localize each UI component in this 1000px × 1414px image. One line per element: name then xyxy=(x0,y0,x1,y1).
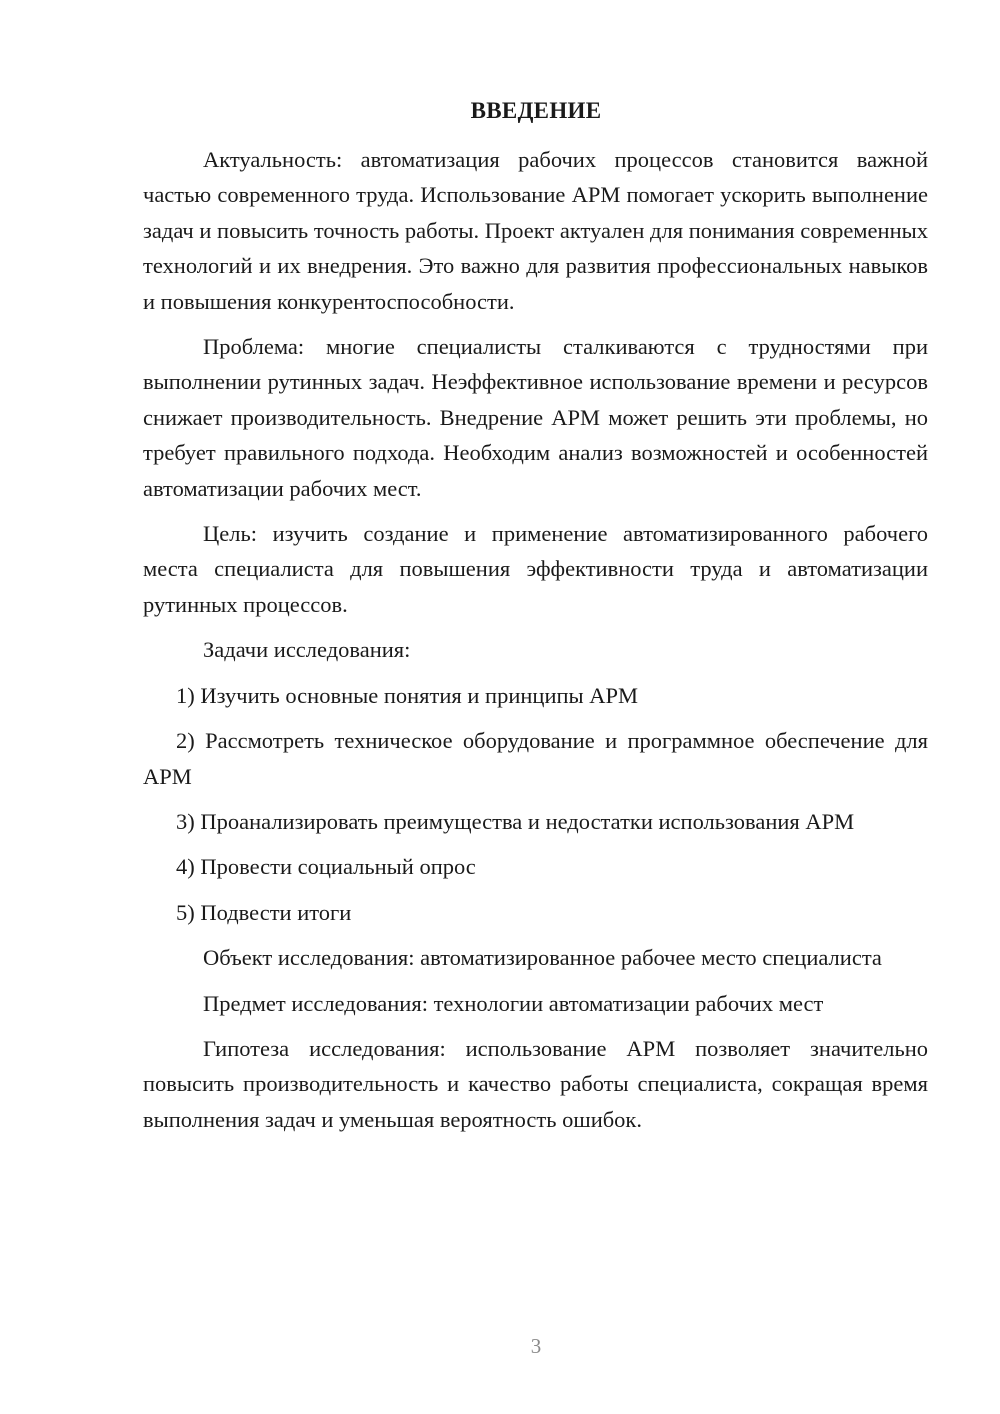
document-body xyxy=(143,142,928,1147)
object-paragraph: Объект исследования: автоматизированное рабочее место специалиста xyxy=(203,945,882,971)
task-item-2: 2) Рассмотреть техническое оборудование и программное обеспечение для АРМ xyxy=(143,728,928,789)
task-item-5: 5) Подвести итоги xyxy=(176,899,352,925)
tasks-heading: Задачи исследования: xyxy=(203,637,411,663)
problem-paragraph: Проблема: многие специалисты сталкиваются с трудностями при выполнении рутинных задач. Неэффективное использование времени и ресурсов снижает производительность. Внедрение АРМ может решить эти проблемы, но требует правильного подхода. Необходим анализ возможностей и особенностей автоматизации рабочих мест. xyxy=(143,334,928,501)
relevance-paragraph: Актуальность: автоматизация рабочих процессов становится важной частью современного труда. Использование АРМ помогает ускорить выполнение задач и повысить точность работы. Проект актуален для понимания современных технологий и их внедрения. Это важно для развития профессиональных навыков и повышения конкурентоспособности. xyxy=(143,147,928,314)
task-item-1: 1) Изучить основные понятия и принципы АРМ xyxy=(176,682,639,708)
subject-paragraph: Предмет исследования: технологии автоматизации рабочих мест xyxy=(203,990,824,1016)
goal-paragraph: Цель: изучить создание и применение автоматизированного рабочего места специалиста для повышения эффективности труда и автоматизации рутинных процессов. xyxy=(143,521,928,617)
hypothesis-paragraph: Гипотеза исследования: использование АРМ позволяет значительно повысить производительность и качество работы специалиста, сокращая время выполнения задач и уменьшая вероятность ошибок. xyxy=(143,1035,928,1132)
page-number: 3 xyxy=(530,1334,542,1358)
task-item-4: 4) Провести социальный опрос xyxy=(176,854,476,880)
page-title: ВВЕДЕНИЕ xyxy=(470,98,602,123)
task-item-3: 3) Проанализировать преимущества и недостатки использования АРМ xyxy=(176,808,855,834)
